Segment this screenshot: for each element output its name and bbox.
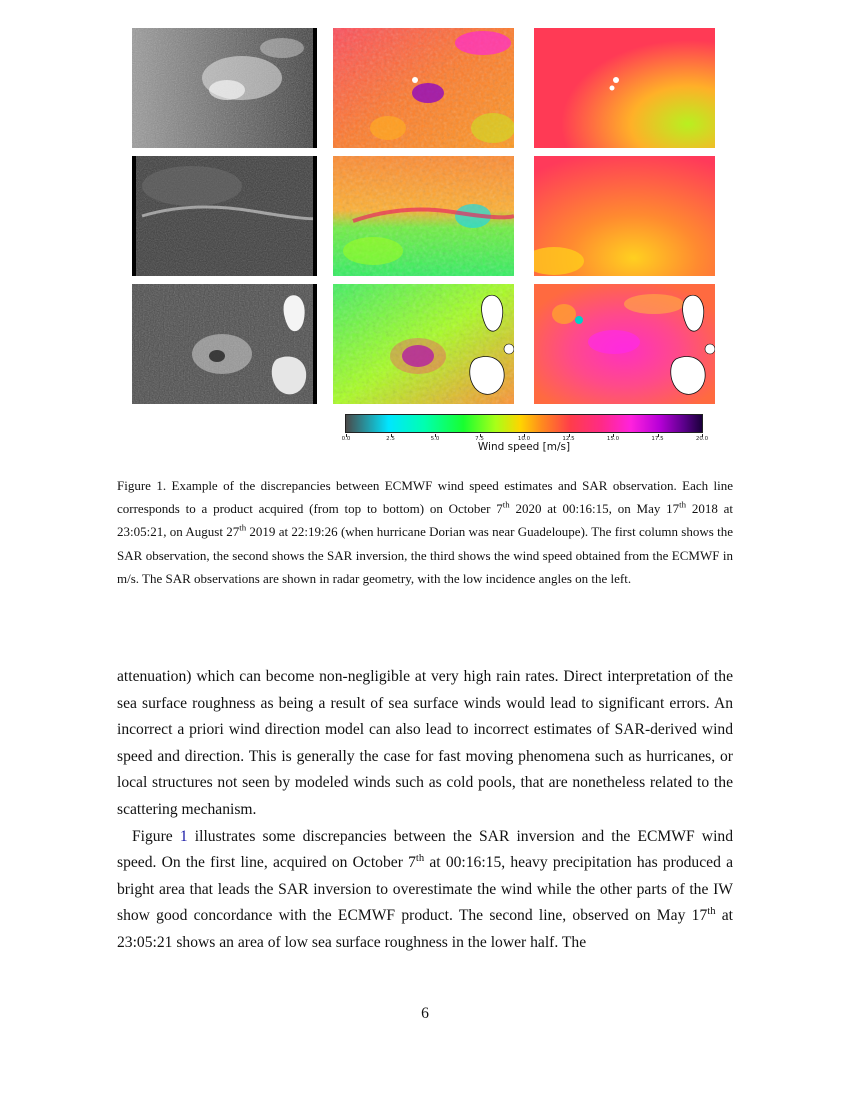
- page-number: 6: [421, 1005, 429, 1022]
- sar-inversion-row3: [333, 284, 514, 404]
- caption-label: Figure 1.: [117, 478, 167, 493]
- colorbar-tick-label: 15.0: [606, 436, 620, 442]
- caption-text: Example of the discrepancies between ECMWF wind speed estimates and SAR observation. Each line corresponds to a product acquired (from top to bottom) on October 7: [117, 478, 734, 517]
- figure-reference-link[interactable]: 1: [179, 827, 188, 845]
- wind-speed-map: [534, 284, 715, 404]
- ecmwf-row3: [534, 284, 715, 404]
- wind-speed-map: [333, 156, 514, 276]
- ecmwf-row1: [534, 28, 715, 148]
- colorbar-tick-label: 5.0: [430, 436, 440, 442]
- wind-speed-map: [333, 28, 514, 148]
- colorbar-tick-label: 2.5: [386, 436, 395, 442]
- paragraph-1: attenuation) which can become non-negligible at very high rain rates. Direct interpretation of the sea surface roughness as being a result of sea surface winds would lead to significant errors. An incorrect a priori wind direction model can also lead to incorrect estimates of SAR-derived wind speed and direction. This is generally the case for fast moving phenomena such as hurricanes, or local structures not seen by modeled winds such as cold pools, that are nonetheless related to the scattering mechanism.: [117, 668, 733, 818]
- wind-speed-map: [534, 156, 715, 276]
- sar-inversion-row1: [333, 28, 514, 148]
- wind-speed-colorbar: [345, 414, 703, 433]
- sar-grayscale-image: [132, 156, 317, 276]
- figure-caption: Figure 1. Example of the discrepancies between ECMWF wind speed estimates and SAR observation. Each line corresponds to a product acquired (from top to bottom) on October 7th 2020 at 00:16:15, on May 17th 2018 at 23:05:21, on August 27th 2019 at 22:19:26 (when hurricane Dorian was near Guadeloupe). The first column shows the SAR observation, the second shows the SAR inversion, the third shows the wind speed obtained from the ECMWF in m/s. The SAR observations are shown in radar geometry, with the low incidence angles on the left.: [117, 478, 734, 586]
- ecmwf-row2: [534, 156, 715, 276]
- paragraph-2: Figure 1 illustrates some discrepancies between the SAR inversion and the ECMWF wind speed. On the first line, acquired on October 7th at 00:16:15, heavy precipitation has produced a bright area that leads the SAR inversion to overestimate the wind while the other parts of the IW show good concordance with the ECMWF product. The second line, observed on May 17th at 23:05:21 shows an area of low sea surface roughness in the lower half. The: [117, 827, 734, 951]
- body-text: [117, 664, 733, 957]
- sar-observation-row2: [132, 156, 317, 276]
- sar-grayscale-image: [132, 28, 317, 148]
- colorbar-tick-label: 10.0: [517, 436, 531, 442]
- sar-inversion-row2: [333, 156, 514, 276]
- wind-speed-map: [333, 284, 514, 404]
- colorbar-tick-label: 0.0: [341, 436, 351, 442]
- sar-observation-row1: [132, 28, 317, 148]
- colorbar-tick-label: 20.0: [695, 436, 709, 442]
- colorbar-label: Wind speed [m/s]: [477, 441, 571, 453]
- sar-observation-row3: [132, 284, 317, 404]
- sar-grayscale-image: [132, 284, 317, 404]
- colorbar-tick-label: 17.5: [651, 436, 664, 442]
- wind-speed-map: [534, 28, 715, 148]
- colorbar-tick-label: 7.5: [475, 436, 484, 442]
- colorbar-tick-label: 12.5: [562, 436, 575, 442]
